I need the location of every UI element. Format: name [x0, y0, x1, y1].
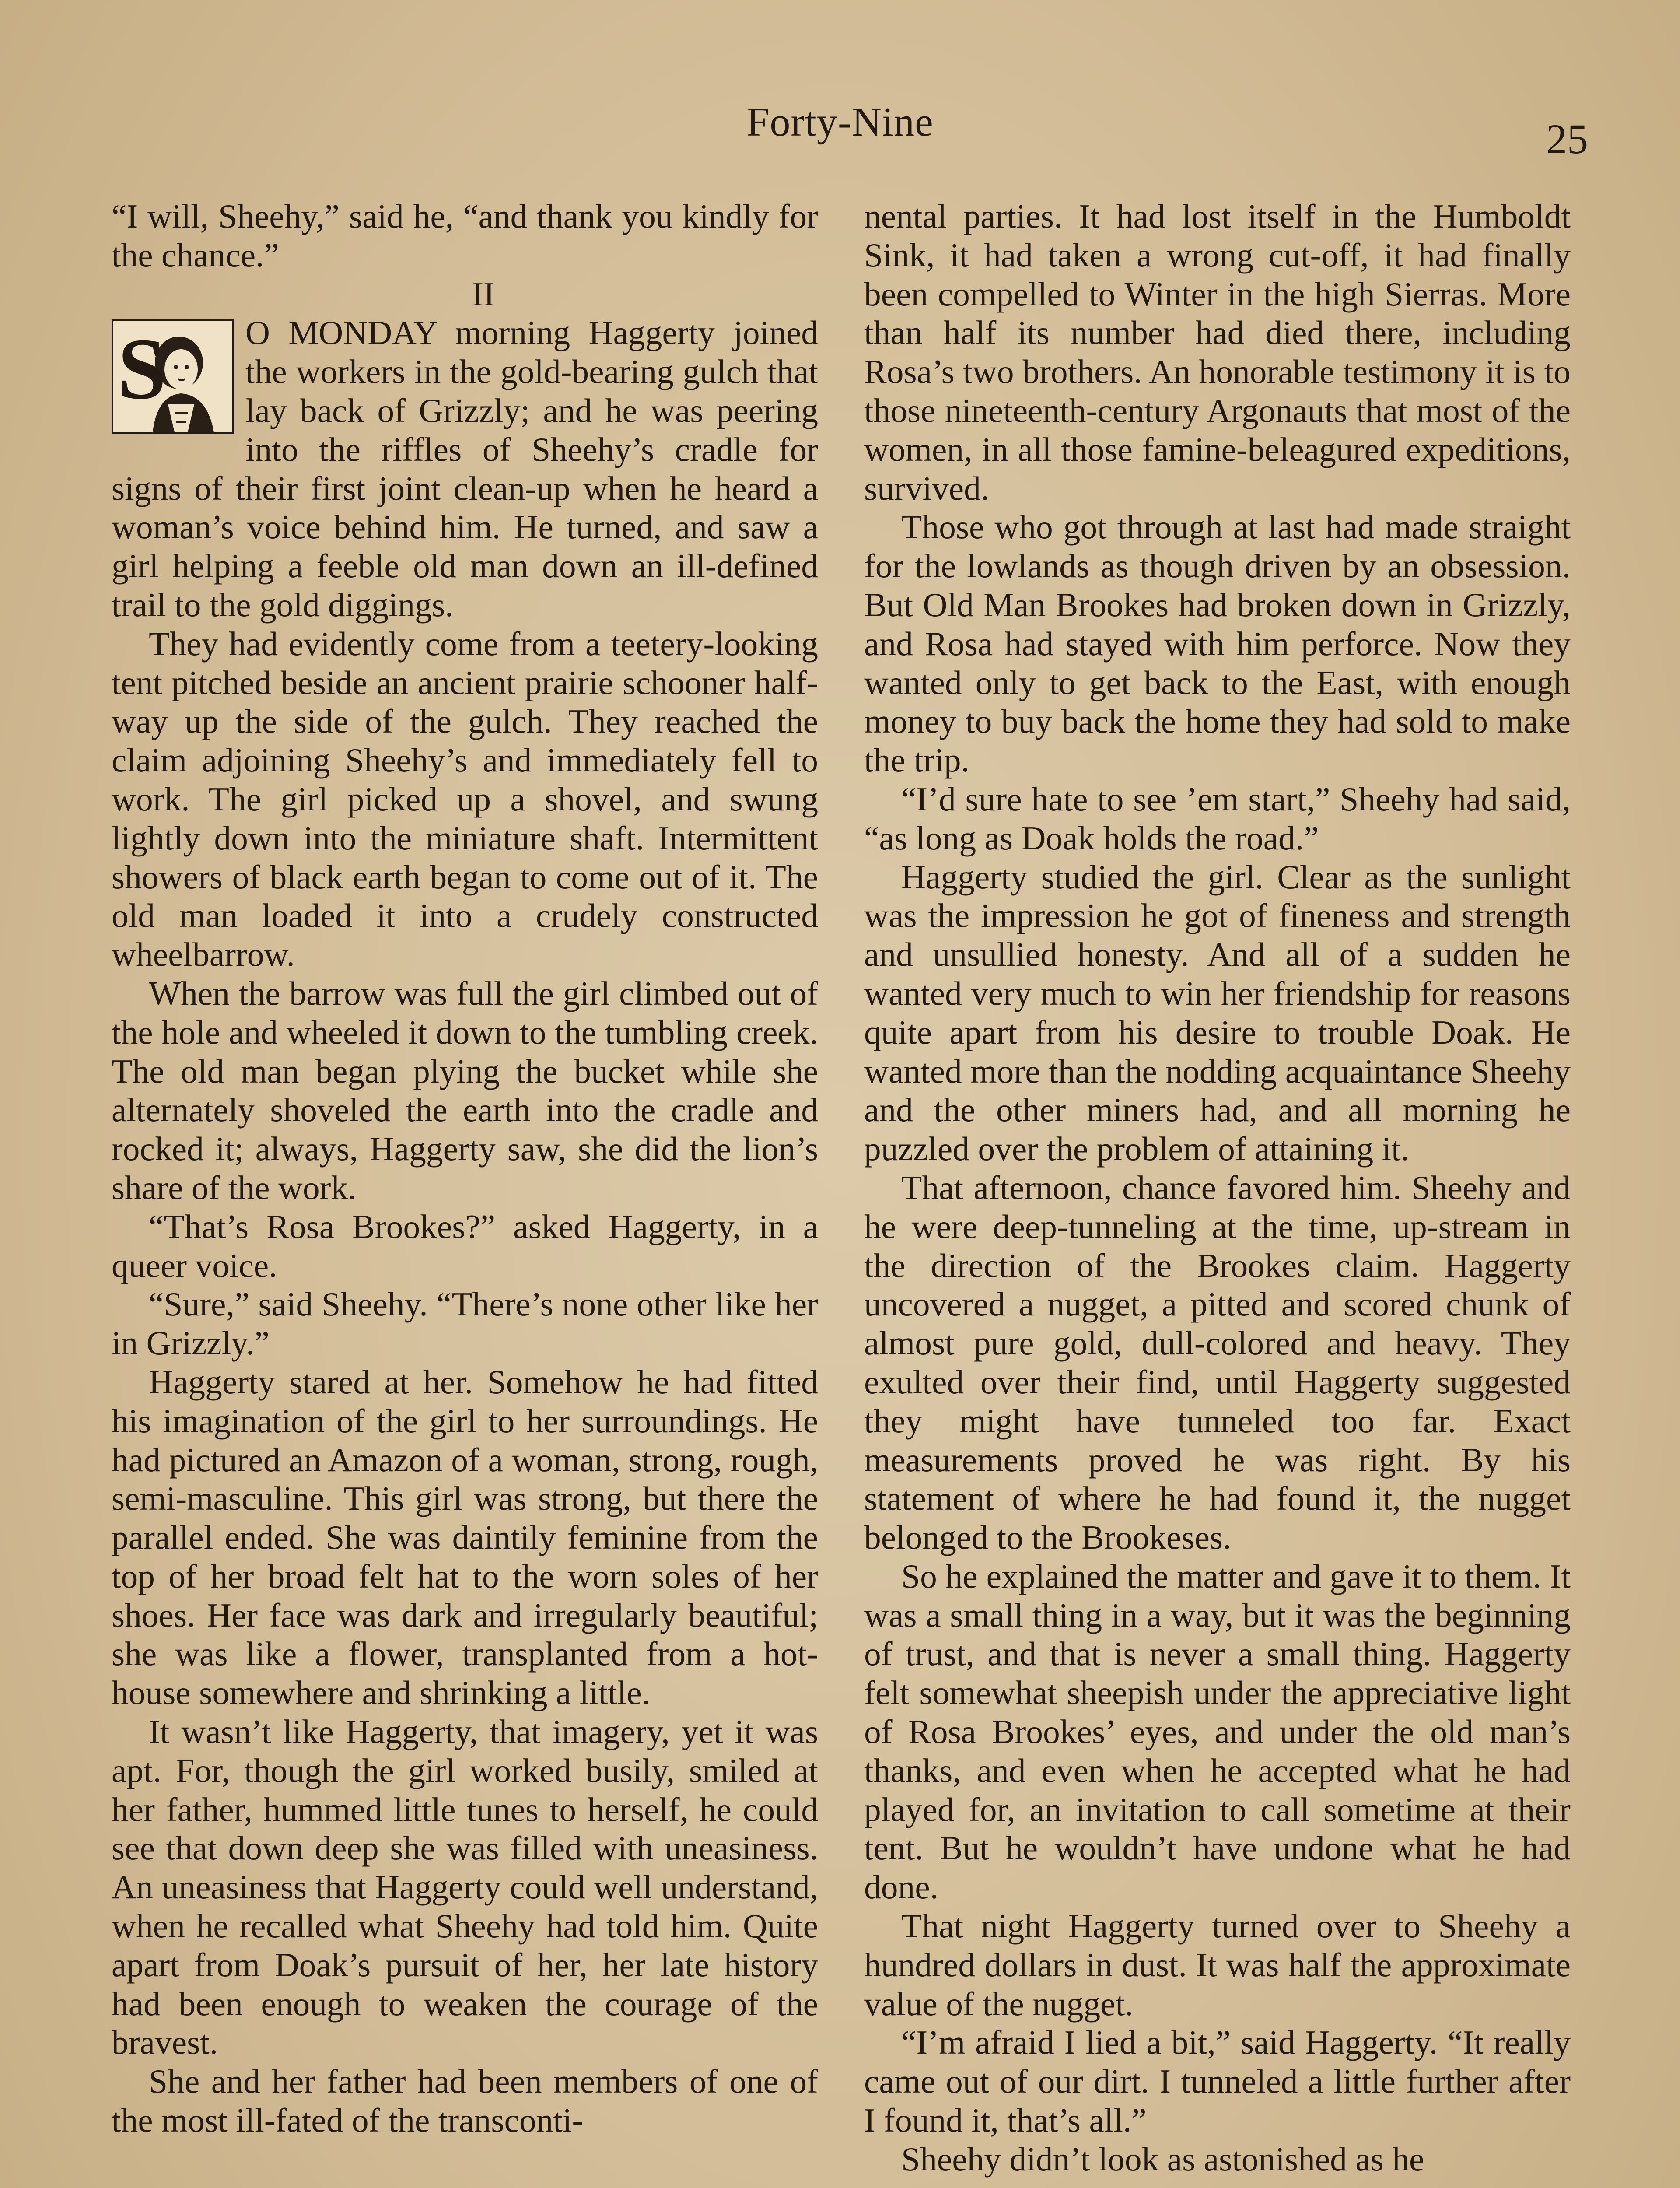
section-number: II: [472, 275, 495, 313]
paragraph: It wasn’t like Haggerty, that imagery, yet it was apt. For, though the girl worked busily, smiled at her father, hummed little tunes to herself, he could see that down deep she was filled with uneasiness. An uneasiness that Haggerty could well understand, when he recalled what Sheehy had told him. Quite apart from Doak’s pursuit of her, her late history had been enough to weaken the courage of the bravest.: [112, 1713, 818, 2062]
paragraph: “I will, Sheehy,” said he, “and thank you kindly for the chance.”: [112, 197, 818, 274]
paragraph-with-dropcap: [112, 313, 818, 624]
paragraph-text: O MONDAY morning Haggerty joined the workers in the gold-bearing gulch that lay back of Grizzly; and he was peering into the riffles of Sheehy’s cradle for signs of their first joint clean-up when he heard a woman’s voice behind him. He turned, and saw a girl helping a feeble old man down an ill-defined trail to the gold diggings.: [112, 314, 818, 624]
paragraph: When the barrow was full the girl climbed out of the hole and wheeled it down to the tumbling creek. The old man began plying the bucket while she alternately shoveled the earth into the cradle and rocked it; always, Haggerty saw, she did the lion’s share of the work.: [112, 974, 818, 1206]
paragraph: “I’m afraid I lied a bit,” said Haggerty. “It really came out of our dirt. I tunneled a little further after I found it, that’s all.”: [864, 2023, 1571, 2139]
paragraph: Haggerty studied the girl. Clear as the sunlight was the impression he got of fineness and strength and unsullied honesty. And all of a sudden he wanted very much to win her friendship for reasons quite apart from his desire to trouble Doak. He wanted more than the nodding acquaintance Sheehy and the other miners had, and all morning he puzzled over the problem of attaining it.: [864, 858, 1571, 1168]
paragraph: So he explained the matter and gave it to them. It was a small thing in a way, but it was the beginning of trust, and that is never a small thing. Haggerty felt somewhat sheepish under the appreciative light of Rosa Brookes’ eyes, and under the old man’s thanks, and even when he accepted what he had played for, an invitation to call sometime at their tent. But he wouldn’t have undone what he had done.: [864, 1557, 1571, 1906]
dropcap-illustration: [112, 319, 234, 434]
running-header-title: Forty-Nine: [746, 99, 934, 145]
paragraph: “I’d sure hate to see ’em start,” Sheehy had said, “as long as Doak holds the road.”: [864, 780, 1571, 857]
paragraph: “That’s Rosa Brookes?” asked Haggerty, in a queer voice.: [112, 1207, 818, 1284]
dropcap-letter: S: [118, 321, 167, 418]
left-column: [112, 197, 818, 2140]
paragraph: They had evidently come from a teetery-looking tent pitched beside an ancient prairie schooner half-way up the side of the gulch. They reached the claim adjoining Sheehy’s and immediately fell to work. The girl picked up a shovel, and swung lightly down into the miniature shaft. Intermittent showers of black earth began to come out of it. The old man loaded it into a crudely constructed wheelbarrow.: [112, 624, 818, 974]
page-number: 25: [1546, 116, 1588, 162]
paragraph: She and her father had been members of one of the most ill-fated of the transconti-: [112, 2062, 818, 2139]
paragraph: nental parties. It had lost itself in the Humboldt Sink, it had taken a wrong cut-off, it had finally been compelled to Winter in the high Sierras. More than half its number had died there, including Rosa’s two brothers. An honorable testimony it is to those nineteenth-century Argonauts that most of the women, in all those famine-beleagured expeditions, survived.: [864, 197, 1571, 507]
paragraph: “Sure,” said Sheehy. “There’s none other like her in Grizzly.”: [112, 1285, 818, 1362]
paragraph: That night Haggerty turned over to Sheehy a hundred dollars in dust. It was half the approximate value of the nugget.: [864, 1907, 1571, 2023]
paragraph: Those who got through at last had made straight for the lowlands as though driven by an obsession. But Old Man Brookes had broken down in Grizzly, and Rosa had stayed with him perforce. Now they wanted only to get back to the East, with enough money to buy back the home they had sold to make the trip.: [864, 508, 1571, 779]
paragraph: Haggerty stared at her. Somehow he had fitted his imagination of the girl to her surroundings. He had pictured an Amazon of a woman, strong, rough, semi-masculine. This girl was strong, but there the parallel ended. She was daintily feminine from the top of her broad felt hat to the worn soles of her shoes. Her face was dark and irregularly beautiful; she was like a flower, transplanted from a hot-house somewhere and shrinking a little.: [112, 1363, 818, 1712]
paragraph: That afternoon, chance favored him. Sheehy and he were deep-tunneling at the time, up-stream in the direction of the Brookes claim. Haggerty uncovered a nugget, a pitted and scored chunk of almost pure gold, dull-colored and heavy. They exulted over their find, until Haggerty suggested they might have tunneled too far. Exact measurements proved he was right. By his statement of where he had found it, the nugget belonged to the Brookeses.: [864, 1168, 1571, 1557]
right-column: [864, 197, 1571, 2179]
paragraph: Sheehy didn’t look as astonished as he: [901, 2140, 1424, 2178]
